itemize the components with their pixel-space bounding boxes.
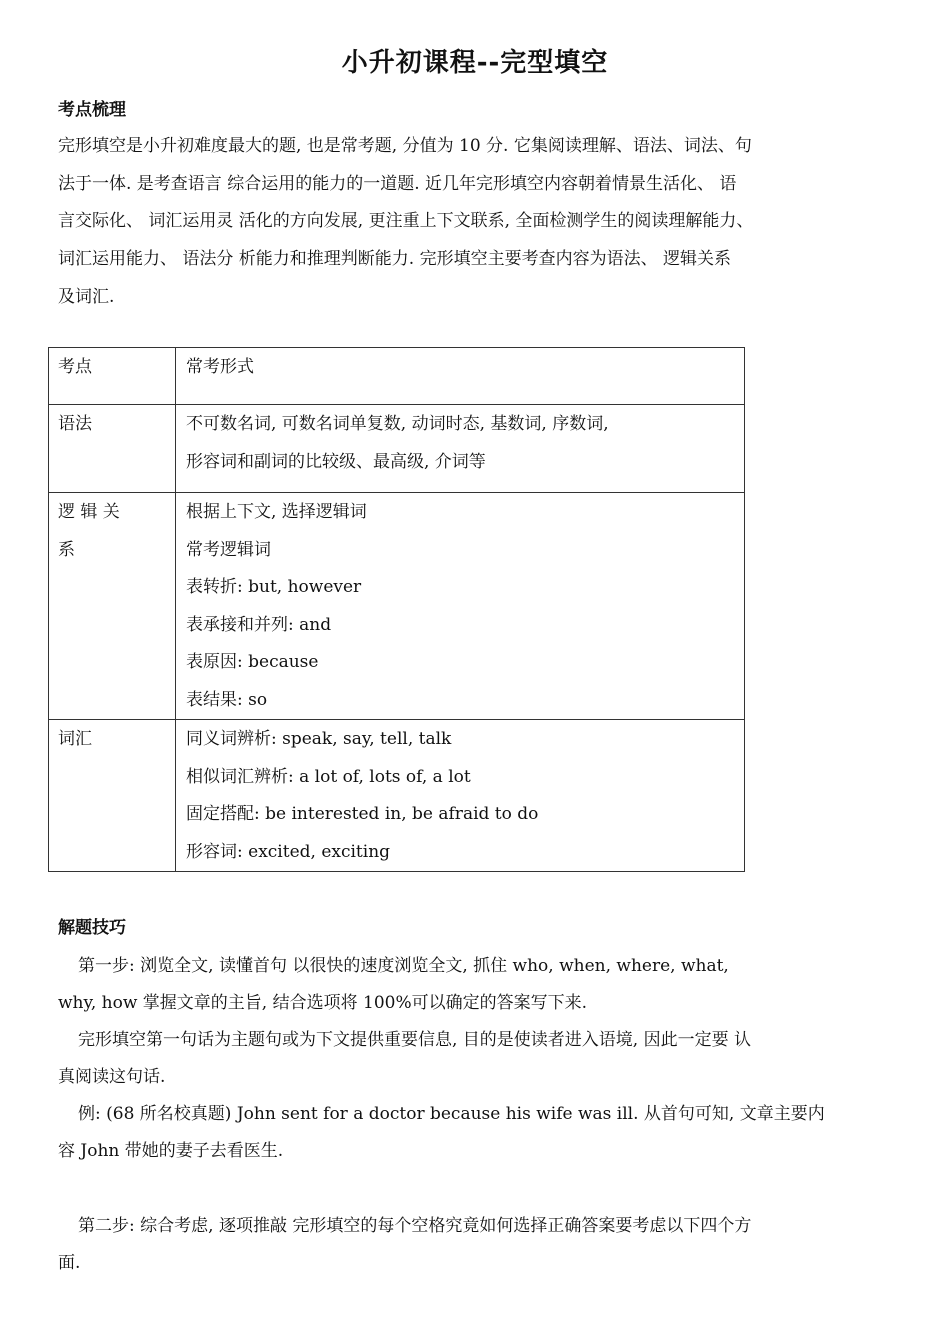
- paragraph-line: 面.: [58, 1253, 81, 1273]
- row-content-line: 表转折: but, however: [186, 577, 362, 597]
- table-header-cell: [176, 348, 745, 405]
- table-row: [49, 493, 745, 720]
- table-label-cell: [49, 405, 176, 493]
- table-label-cell: [49, 493, 176, 720]
- table-label-cell: [49, 720, 176, 872]
- paragraph-line: why, how 掌握文章的主旨, 结合选项将 100%可以确定的答案写下来.: [58, 993, 588, 1013]
- section-heading-key-points: 考点梳理: [58, 100, 126, 120]
- row-content-line: 不可数名词, 可数名词单复数, 动词时态, 基数词, 序数词,: [186, 414, 609, 434]
- row-content-line: 固定搭配: be interested in, be afraid to do: [186, 804, 539, 824]
- row-content-line: 形容词和副词的比较级、最高级, 介词等: [186, 451, 486, 472]
- document-title: 小升初课程--完型填空: [341, 48, 609, 78]
- paragraph-line: 真阅读这句话.: [58, 1067, 166, 1087]
- row-label: 语法: [58, 414, 92, 434]
- table-content-cell: [176, 720, 745, 872]
- intro-line: 词汇运用能力、 语法分 析能力和推理判断能力. 完形填空主要考查内容为语法、 逻辑关系: [58, 249, 732, 269]
- row-content-line: 根据上下文, 选择逻辑词: [186, 502, 367, 522]
- row-content-line: 相似词汇辨析: a lot of, lots of, a lot: [186, 766, 471, 787]
- table-content-cell: [176, 405, 745, 493]
- paragraph-line: 例: (68 所名校真题) John sent for a doctor because his wife was ill. 从首句可知, 文章主要内: [78, 1104, 825, 1124]
- table-content-cell: [176, 493, 745, 720]
- key-points-table: [48, 347, 745, 872]
- paragraph-line: 第一步: 浏览全文, 读懂首句 以很快的速度浏览全文, 抓住 who, when, where, what,: [78, 956, 729, 976]
- intro-line: 及词汇.: [58, 287, 115, 307]
- row-content-line: 表承接和并列: and: [186, 614, 332, 635]
- header-col1: 考点: [58, 357, 92, 377]
- row-label: 逻 辑 关: [58, 502, 120, 522]
- paragraph-line: 容 John 带她的妻子去看医生.: [58, 1141, 284, 1161]
- row-content-line: 同义词辨析: speak, say, tell, talk: [186, 729, 452, 749]
- row-content-line: 表原因: because: [186, 652, 319, 672]
- paragraph-line: 第二步: 综合考虑, 逐项推敲 完形填空的每个空格究竟如何选择正确答案要考虑以下四个方: [78, 1216, 752, 1236]
- table-header-cell: [49, 348, 176, 405]
- table-header-row: [49, 348, 745, 405]
- header-col2: 常考形式: [186, 357, 254, 377]
- table-row: [49, 405, 745, 493]
- intro-line: 完形填空是小升初难度最大的题, 也是常考题, 分值为 10 分. 它集阅读理解、语法、词法、句: [58, 136, 752, 156]
- row-content-line: 常考逻辑词: [186, 539, 271, 560]
- table-row: [49, 720, 745, 872]
- row-content-line: 形容词: excited, exciting: [186, 841, 391, 862]
- intro-line: 法于一体. 是考查语言 综合运用的能力的一道题. 近几年完形填空内容朝着情景生活化、 语: [58, 174, 737, 194]
- row-label: 系: [58, 539, 75, 560]
- section-heading-techniques: 解题技巧: [58, 918, 126, 938]
- row-content-line: 表结果: so: [186, 689, 268, 710]
- paragraph-line: 完形填空第一句话为主题句或为下文提供重要信息, 目的是使读者进入语境, 因此一定要 认: [78, 1030, 752, 1050]
- row-label: 词汇: [58, 729, 92, 749]
- intro-line: 言交际化、 词汇运用灵 活化的方向发展, 更注重上下文联系, 全面检测学生的阅读理解能力、: [58, 211, 754, 231]
